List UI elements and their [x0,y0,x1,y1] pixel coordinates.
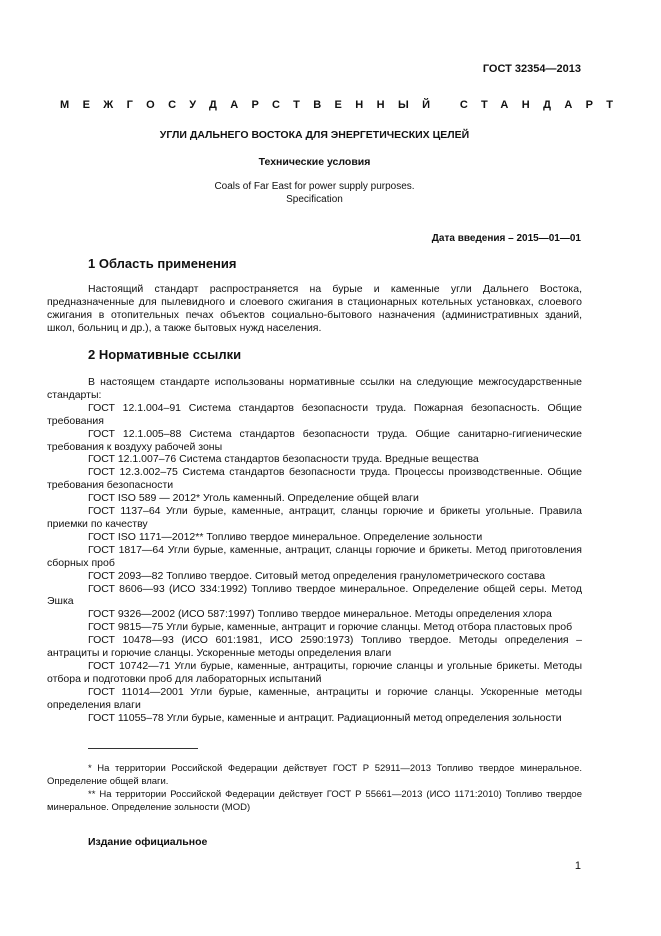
english-title-line: Specification [286,193,343,205]
reference-item: ГОСТ 1817—64 Угли бурые, каменные, антрацит, сланцы горючие и брикеты. Метод приготовления сборных проб [47,543,582,569]
reference-item: ГОСТ 1137–64 Угли бурые, каменные, антрацит, сланцы горючие и брикеты угольные. Правила приемки по качеству [47,505,582,530]
footnote: * На территории Российской Федерации действует ГОСТ Р 52911—2013 Топливо твердое минеральное. Определение общей влаги. [47,763,582,787]
official-edition-label: Издание официальное [88,836,208,848]
reference-item: ГОСТ ISO 589 — 2012* Уголь каменный. Определение общей влаги [88,492,419,505]
footnote-divider [88,748,198,749]
reference-item: ГОСТ 11014—2001 Угли бурые, каменные, антрациты и горючие сланцы. Ускоренные методы определения влаги [47,685,582,711]
reference-item: ГОСТ 11055–78 Угли бурые, каменные и антрацит. Радиационный метод определения зольности [88,711,562,724]
paragraph: Настоящий стандарт распространяется на бурые и каменные угли Дальнего Востока, предназначенные для пылевидного и слоевого сжигания в стационарных котельных установках, слоевого сжигания в отопительных печах объектов социально-бытового назначения (административных зданий, школ, больниц и др.), а также бытовых нужд населения. [47,283,582,334]
paragraph: В настоящем стандарте использованы нормативные ссылки на следующие межгосударственные стандарты: [47,376,582,401]
reference-item: ГОСТ 12.1.004–91 Система стандартов безопасности труда. Пожарная безопасность. Общие требования [47,401,582,427]
standard-banner: МЕЖГОСУДАРСТВЕННЫЙ СТАНДАРТ [60,99,627,111]
english-title-line: Coals of Far East for power supply purposes. [214,181,415,192]
reference-item: ГОСТ 9815—75 Угли бурые, каменные, антрацит и горючие сланцы. Метод отбора пластовых проб [88,621,573,634]
footnote: ** На территории Российской Федерации действует ГОСТ Р 55661—2013 (ИСО 1171:2010) Топливо твердое минеральное. Определение зольности (MOD) [47,789,582,813]
section-references-body [47,376,582,724]
reference-item: ГОСТ 9326—2002 (ИСО 587:1997) Топливо твердое минеральное. Методы определения хлора [88,608,552,621]
section-heading-references: 2 Нормативные ссылки [88,347,242,362]
page-number: 1 [574,860,581,872]
reference-item: ГОСТ 10742—71 Угли бурые, каменные, антрациты, горючие сланцы и угольные брикеты. Методы отбора и подготовки проб для лабораторных испытаний [47,659,582,685]
effective-date: Дата введения – 2015—01—01 [431,233,581,244]
reference-item: ГОСТ 10478—93 (ИСО 601:1981, ИСО 2590:1973) Топливо твердое. Методы определения – антрациты и горючие сланцы. Ускоренные методы определения влаги [47,634,582,660]
footnotes [47,763,582,815]
section-heading-scope: 1 Область применения [88,256,237,271]
reference-item: ГОСТ 12.1.005–88 Система стандартов безопасности труда. Общие санитарно-гигиенические требования к воздуху рабочей зоны [47,427,582,453]
reference-item: ГОСТ 12.1.007–76 Система стандартов безопасности труда. Вредные вещества [88,453,479,466]
reference-item: ГОСТ 8606—93 (ИСО 334:1992) Топливо твердое минеральное. Определение общей серы. Метод Эшка [47,582,582,608]
reference-item: ГОСТ 12.3.002–75 Система стандартов безопасности труда. Процессы производственные. Общие требования безопасности [47,466,582,492]
document-title: УГЛИ ДАЛЬНЕГО ВОСТОКА ДЛЯ ЭНЕРГЕТИЧЕСКИХ ЦЕЛЕЙ [159,129,470,141]
english-title [47,181,582,206]
section-scope-body [47,283,582,335]
document-subtitle: Технические условия [258,156,371,168]
reference-item: ГОСТ ISO 1171—2012** Топливо твердое минеральное. Определение зольности [88,530,483,543]
standard-code: ГОСТ 32354—2013 [482,63,581,75]
reference-item: ГОСТ 2093—82 Топливо твердое. Ситовый метод определения гранулометрического состава [88,569,546,582]
